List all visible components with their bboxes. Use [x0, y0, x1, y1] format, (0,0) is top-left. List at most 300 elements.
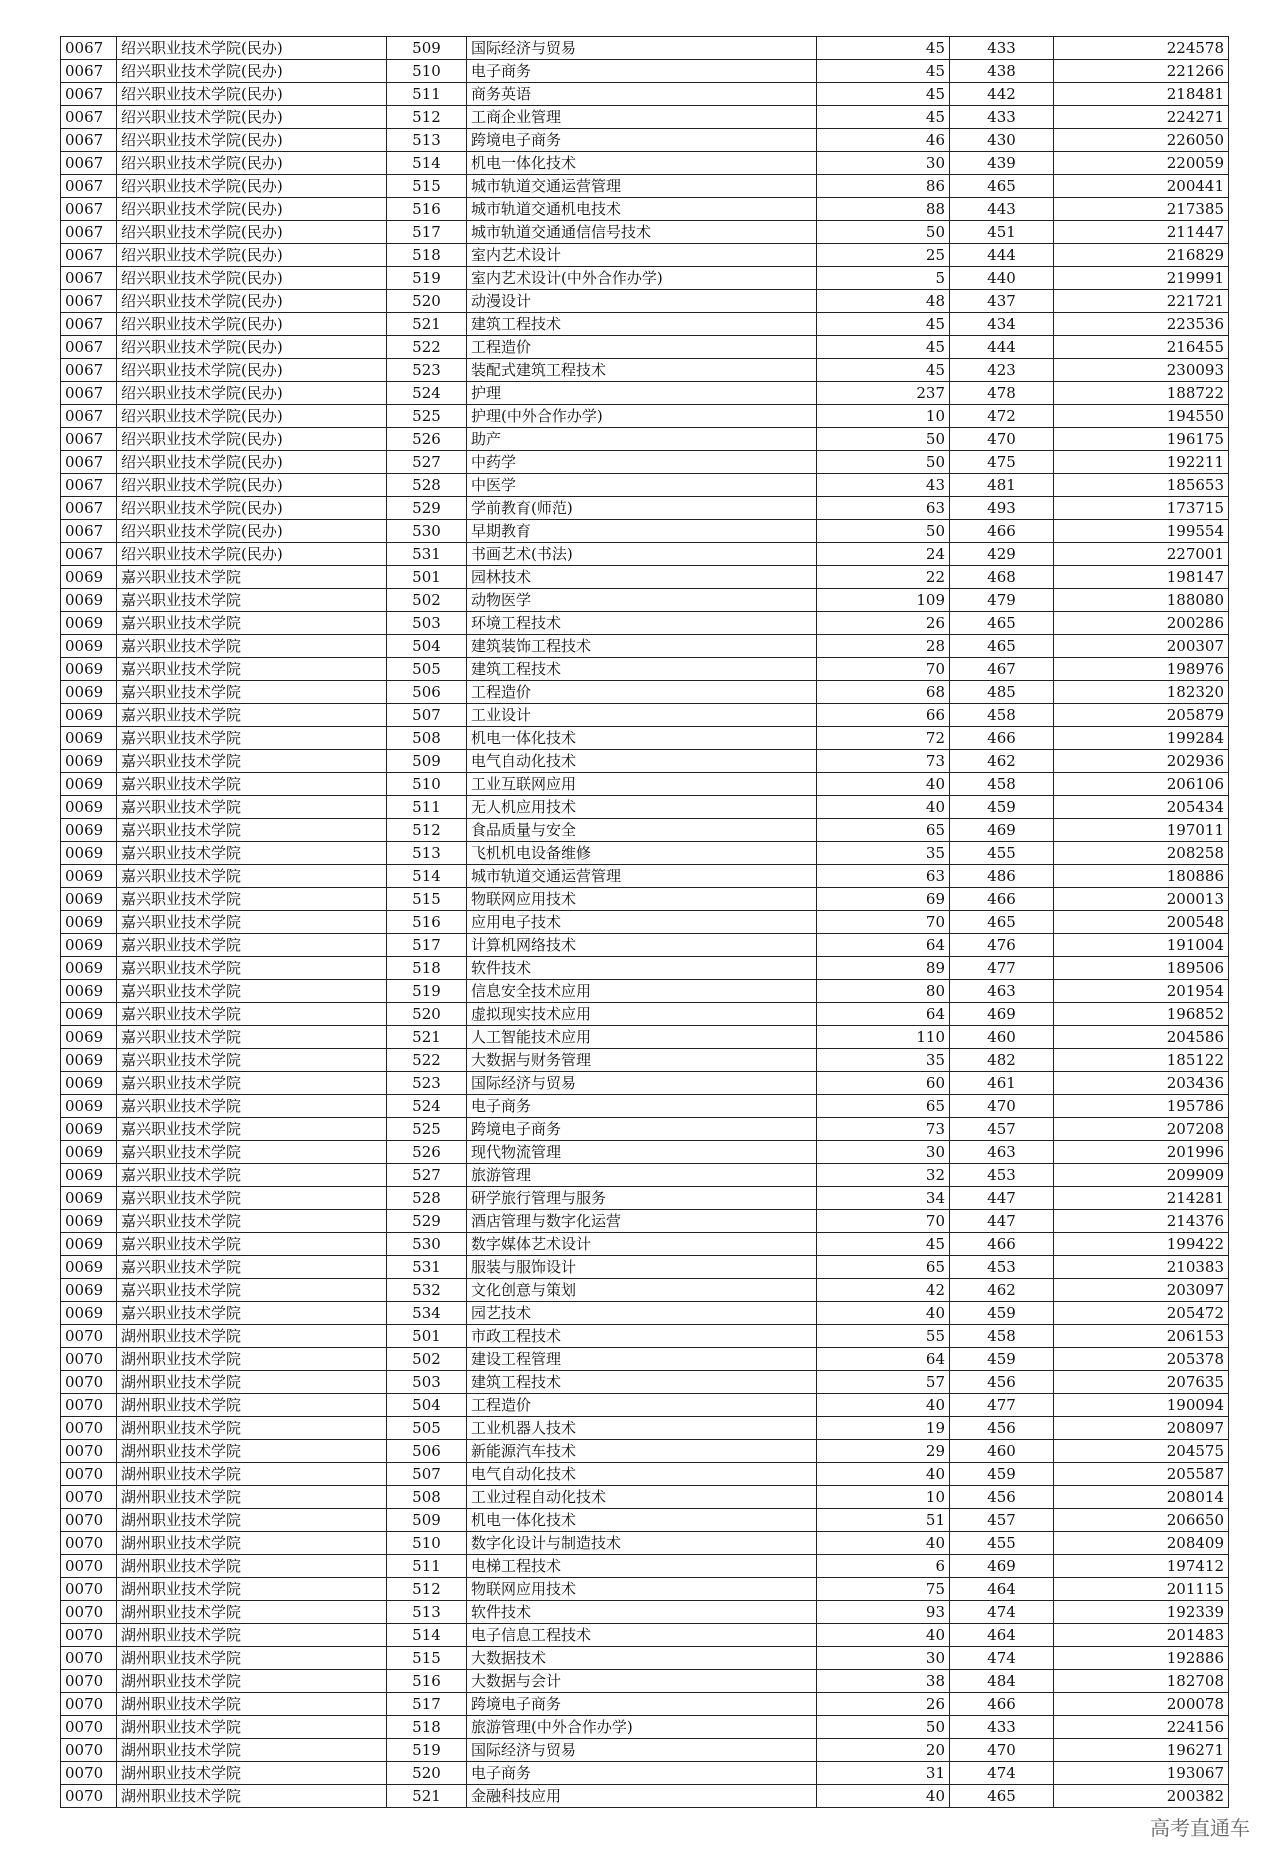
table-row — [61, 60, 1229, 83]
major-code-cell: 520 — [387, 1762, 467, 1785]
major-name-cell: 跨境电子商务 — [467, 1693, 817, 1716]
school-name-cell: 湖州职业技术学院 — [117, 1394, 387, 1417]
min-rank-cell: 221266 — [1054, 60, 1229, 83]
plan-count-cell: 75 — [817, 1578, 950, 1601]
major-name-cell: 大数据与财务管理 — [467, 1049, 817, 1072]
major-name-cell: 大数据技术 — [467, 1647, 817, 1670]
min-rank-cell: 200013 — [1054, 888, 1229, 911]
min-rank-cell: 204586 — [1054, 1026, 1229, 1049]
school-code-cell: 0067 — [61, 474, 117, 497]
major-code-cell: 512 — [387, 819, 467, 842]
min-score-cell: 469 — [950, 819, 1054, 842]
major-name-cell: 工业设计 — [467, 704, 817, 727]
school-name-cell: 绍兴职业技术学院(民办) — [117, 382, 387, 405]
min-rank-cell: 202936 — [1054, 750, 1229, 773]
school-code-cell: 0067 — [61, 60, 117, 83]
school-code-cell: 0067 — [61, 543, 117, 566]
major-code-cell: 506 — [387, 681, 467, 704]
min-score-cell: 447 — [950, 1210, 1054, 1233]
major-name-cell: 城市轨道交通通信信号技术 — [467, 221, 817, 244]
min-score-cell: 467 — [950, 658, 1054, 681]
min-score-cell: 466 — [950, 727, 1054, 750]
plan-count-cell: 30 — [817, 1647, 950, 1670]
school-name-cell: 湖州职业技术学院 — [117, 1647, 387, 1670]
school-name-cell: 湖州职业技术学院 — [117, 1785, 387, 1808]
major-name-cell: 工业互联网应用 — [467, 773, 817, 796]
major-name-cell: 数字媒体艺术设计 — [467, 1233, 817, 1256]
major-name-cell: 城市轨道交通运营管理 — [467, 175, 817, 198]
major-code-cell: 520 — [387, 290, 467, 313]
major-name-cell: 新能源汽车技术 — [467, 1440, 817, 1463]
table-row — [61, 1417, 1229, 1440]
min-rank-cell: 173715 — [1054, 497, 1229, 520]
school-code-cell: 0070 — [61, 1647, 117, 1670]
min-rank-cell: 185122 — [1054, 1049, 1229, 1072]
major-name-cell: 机电一体化技术 — [467, 1509, 817, 1532]
min-rank-cell: 224578 — [1054, 37, 1229, 60]
min-score-cell: 466 — [950, 1693, 1054, 1716]
table-row — [61, 1072, 1229, 1095]
major-code-cell: 522 — [387, 1049, 467, 1072]
school-name-cell: 嘉兴职业技术学院 — [117, 1210, 387, 1233]
major-code-cell: 519 — [387, 1739, 467, 1762]
plan-count-cell: 40 — [817, 1624, 950, 1647]
major-code-cell: 521 — [387, 1026, 467, 1049]
table-row — [61, 1118, 1229, 1141]
min-score-cell: 493 — [950, 497, 1054, 520]
school-name-cell: 湖州职业技术学院 — [117, 1739, 387, 1762]
table-row — [61, 520, 1229, 543]
table-row — [61, 221, 1229, 244]
major-name-cell: 软件技术 — [467, 957, 817, 980]
plan-count-cell: 43 — [817, 474, 950, 497]
min-score-cell: 459 — [950, 796, 1054, 819]
school-code-cell: 0069 — [61, 635, 117, 658]
major-code-cell: 517 — [387, 1693, 467, 1716]
major-code-cell: 501 — [387, 566, 467, 589]
watermark-text: 高考直通车 — [1150, 1816, 1250, 1840]
table-row — [61, 1371, 1229, 1394]
school-name-cell: 绍兴职业技术学院(民办) — [117, 60, 387, 83]
major-code-cell: 508 — [387, 1486, 467, 1509]
major-code-cell: 510 — [387, 60, 467, 83]
major-code-cell: 529 — [387, 1210, 467, 1233]
school-code-cell: 0067 — [61, 175, 117, 198]
major-name-cell: 电子商务 — [467, 1095, 817, 1118]
major-code-cell: 532 — [387, 1279, 467, 1302]
table-row — [61, 1463, 1229, 1486]
major-name-cell: 电子商务 — [467, 60, 817, 83]
major-name-cell: 物联网应用技术 — [467, 888, 817, 911]
school-code-cell: 0070 — [61, 1624, 117, 1647]
plan-count-cell: 50 — [817, 1716, 950, 1739]
major-name-cell: 酒店管理与数字化运营 — [467, 1210, 817, 1233]
table-row — [61, 1302, 1229, 1325]
major-code-cell: 509 — [387, 1509, 467, 1532]
plan-count-cell: 51 — [817, 1509, 950, 1532]
school-name-cell: 湖州职业技术学院 — [117, 1348, 387, 1371]
school-name-cell: 绍兴职业技术学院(民办) — [117, 336, 387, 359]
min-rank-cell: 200548 — [1054, 911, 1229, 934]
major-code-cell: 527 — [387, 451, 467, 474]
min-score-cell: 437 — [950, 290, 1054, 313]
school-name-cell: 绍兴职业技术学院(民办) — [117, 267, 387, 290]
major-name-cell: 虚拟现实技术应用 — [467, 1003, 817, 1026]
table-row — [61, 1693, 1229, 1716]
min-rank-cell: 201954 — [1054, 980, 1229, 1003]
min-score-cell: 486 — [950, 865, 1054, 888]
major-code-cell: 516 — [387, 911, 467, 934]
table-row — [61, 1578, 1229, 1601]
table-row — [61, 1509, 1229, 1532]
school-code-cell: 0069 — [61, 566, 117, 589]
min-score-cell: 479 — [950, 589, 1054, 612]
school-name-cell: 绍兴职业技术学院(民办) — [117, 520, 387, 543]
plan-count-cell: 65 — [817, 1256, 950, 1279]
table-row — [61, 405, 1229, 428]
school-name-cell: 湖州职业技术学院 — [117, 1371, 387, 1394]
min-score-cell: 434 — [950, 313, 1054, 336]
school-code-cell: 0069 — [61, 1095, 117, 1118]
min-score-cell: 482 — [950, 1049, 1054, 1072]
min-score-cell: 423 — [950, 359, 1054, 382]
major-name-cell: 现代物流管理 — [467, 1141, 817, 1164]
plan-count-cell: 64 — [817, 934, 950, 957]
min-score-cell: 458 — [950, 1325, 1054, 1348]
school-name-cell: 嘉兴职业技术学院 — [117, 796, 387, 819]
school-code-cell: 0069 — [61, 888, 117, 911]
min-rank-cell: 206650 — [1054, 1509, 1229, 1532]
min-rank-cell: 198147 — [1054, 566, 1229, 589]
table-row — [61, 1647, 1229, 1670]
plan-count-cell: 63 — [817, 865, 950, 888]
min-rank-cell: 219991 — [1054, 267, 1229, 290]
major-name-cell: 室内艺术设计(中外合作办学) — [467, 267, 817, 290]
min-score-cell: 456 — [950, 1371, 1054, 1394]
min-score-cell: 477 — [950, 1394, 1054, 1417]
plan-count-cell: 40 — [817, 1302, 950, 1325]
table-row — [61, 106, 1229, 129]
table-row — [61, 957, 1229, 980]
min-score-cell: 439 — [950, 152, 1054, 175]
school-code-cell: 0070 — [61, 1371, 117, 1394]
min-score-cell: 461 — [950, 1072, 1054, 1095]
major-name-cell: 无人机应用技术 — [467, 796, 817, 819]
school-name-cell: 嘉兴职业技术学院 — [117, 1003, 387, 1026]
major-code-cell: 518 — [387, 1716, 467, 1739]
school-name-cell: 绍兴职业技术学院(民办) — [117, 221, 387, 244]
school-name-cell: 绍兴职业技术学院(民办) — [117, 405, 387, 428]
min-rank-cell: 205378 — [1054, 1348, 1229, 1371]
school-name-cell: 嘉兴职业技术学院 — [117, 1164, 387, 1187]
min-score-cell: 433 — [950, 106, 1054, 129]
school-code-cell: 0069 — [61, 796, 117, 819]
school-code-cell: 0067 — [61, 451, 117, 474]
school-code-cell: 0069 — [61, 1302, 117, 1325]
major-code-cell: 504 — [387, 1394, 467, 1417]
plan-count-cell: 40 — [817, 1394, 950, 1417]
school-name-cell: 嘉兴职业技术学院 — [117, 566, 387, 589]
plan-count-cell: 20 — [817, 1739, 950, 1762]
table-row — [61, 1601, 1229, 1624]
major-code-cell: 504 — [387, 635, 467, 658]
major-code-cell: 505 — [387, 1417, 467, 1440]
min-score-cell: 443 — [950, 198, 1054, 221]
school-name-cell: 绍兴职业技术学院(民办) — [117, 244, 387, 267]
min-rank-cell: 195786 — [1054, 1095, 1229, 1118]
plan-count-cell: 25 — [817, 244, 950, 267]
major-name-cell: 机电一体化技术 — [467, 727, 817, 750]
min-rank-cell: 216829 — [1054, 244, 1229, 267]
school-name-cell: 嘉兴职业技术学院 — [117, 589, 387, 612]
min-rank-cell: 192339 — [1054, 1601, 1229, 1624]
min-rank-cell: 200286 — [1054, 612, 1229, 635]
table-row — [61, 1026, 1229, 1049]
school-code-cell: 0070 — [61, 1739, 117, 1762]
plan-count-cell: 6 — [817, 1555, 950, 1578]
min-rank-cell: 197412 — [1054, 1555, 1229, 1578]
min-rank-cell: 196271 — [1054, 1739, 1229, 1762]
school-code-cell: 0070 — [61, 1555, 117, 1578]
school-name-cell: 湖州职业技术学院 — [117, 1486, 387, 1509]
school-code-cell: 0070 — [61, 1463, 117, 1486]
major-name-cell: 学前教育(师范) — [467, 497, 817, 520]
major-name-cell: 服装与服饰设计 — [467, 1256, 817, 1279]
major-code-cell: 526 — [387, 1141, 467, 1164]
admission-score-table — [60, 36, 1229, 1808]
min-score-cell: 465 — [950, 635, 1054, 658]
min-rank-cell: 214376 — [1054, 1210, 1229, 1233]
table-row — [61, 635, 1229, 658]
major-code-cell: 517 — [387, 934, 467, 957]
plan-count-cell: 86 — [817, 175, 950, 198]
school-name-cell: 湖州职业技术学院 — [117, 1624, 387, 1647]
min-score-cell: 477 — [950, 957, 1054, 980]
min-score-cell: 466 — [950, 888, 1054, 911]
plan-count-cell: 40 — [817, 1532, 950, 1555]
plan-count-cell: 31 — [817, 1762, 950, 1785]
plan-count-cell: 5 — [817, 267, 950, 290]
plan-count-cell: 50 — [817, 428, 950, 451]
table-row — [61, 1279, 1229, 1302]
school-code-cell: 0069 — [61, 1049, 117, 1072]
table-row — [61, 658, 1229, 681]
plan-count-cell: 70 — [817, 1210, 950, 1233]
table-row — [61, 681, 1229, 704]
min-rank-cell: 192886 — [1054, 1647, 1229, 1670]
school-name-cell: 绍兴职业技术学院(民办) — [117, 37, 387, 60]
min-score-cell: 484 — [950, 1670, 1054, 1693]
major-name-cell: 建筑工程技术 — [467, 1371, 817, 1394]
table-row — [61, 1486, 1229, 1509]
min-score-cell: 470 — [950, 1095, 1054, 1118]
major-name-cell: 助产 — [467, 428, 817, 451]
major-code-cell: 508 — [387, 727, 467, 750]
major-code-cell: 531 — [387, 543, 467, 566]
min-score-cell: 466 — [950, 520, 1054, 543]
table-row — [61, 888, 1229, 911]
major-name-cell: 跨境电子商务 — [467, 129, 817, 152]
school-code-cell: 0069 — [61, 980, 117, 1003]
major-code-cell: 510 — [387, 773, 467, 796]
plan-count-cell: 50 — [817, 221, 950, 244]
school-name-cell: 湖州职业技术学院 — [117, 1509, 387, 1532]
school-name-cell: 嘉兴职业技术学院 — [117, 704, 387, 727]
school-name-cell: 嘉兴职业技术学院 — [117, 750, 387, 773]
min-score-cell: 451 — [950, 221, 1054, 244]
major-name-cell: 旅游管理 — [467, 1164, 817, 1187]
major-name-cell: 动物医学 — [467, 589, 817, 612]
min-rank-cell: 224271 — [1054, 106, 1229, 129]
school-name-cell: 绍兴职业技术学院(民办) — [117, 175, 387, 198]
major-code-cell: 521 — [387, 313, 467, 336]
major-code-cell: 514 — [387, 152, 467, 175]
min-rank-cell: 201483 — [1054, 1624, 1229, 1647]
plan-count-cell: 48 — [817, 290, 950, 313]
major-code-cell: 514 — [387, 1624, 467, 1647]
school-name-cell: 嘉兴职业技术学院 — [117, 773, 387, 796]
plan-count-cell: 45 — [817, 359, 950, 382]
major-name-cell: 大数据与会计 — [467, 1670, 817, 1693]
min-rank-cell: 203436 — [1054, 1072, 1229, 1095]
school-code-cell: 0070 — [61, 1532, 117, 1555]
major-code-cell: 513 — [387, 1601, 467, 1624]
major-name-cell: 国际经济与贸易 — [467, 37, 817, 60]
min-rank-cell: 224156 — [1054, 1716, 1229, 1739]
school-name-cell: 绍兴职业技术学院(民办) — [117, 198, 387, 221]
school-name-cell: 绍兴职业技术学院(民办) — [117, 290, 387, 313]
table-row — [61, 451, 1229, 474]
major-code-cell: 512 — [387, 1578, 467, 1601]
school-code-cell: 0069 — [61, 865, 117, 888]
major-name-cell: 工商企业管理 — [467, 106, 817, 129]
school-code-cell: 0069 — [61, 911, 117, 934]
school-code-cell: 0067 — [61, 267, 117, 290]
major-name-cell: 商务英语 — [467, 83, 817, 106]
table-row — [61, 497, 1229, 520]
plan-count-cell: 63 — [817, 497, 950, 520]
min-rank-cell: 217385 — [1054, 198, 1229, 221]
plan-count-cell: 50 — [817, 520, 950, 543]
school-name-cell: 嘉兴职业技术学院 — [117, 1118, 387, 1141]
school-code-cell: 0069 — [61, 1210, 117, 1233]
major-code-cell: 502 — [387, 1348, 467, 1371]
major-name-cell: 书画艺术(书法) — [467, 543, 817, 566]
major-name-cell: 跨境电子商务 — [467, 1118, 817, 1141]
major-code-cell: 524 — [387, 1095, 467, 1118]
major-code-cell: 509 — [387, 37, 467, 60]
major-name-cell: 中医学 — [467, 474, 817, 497]
plan-count-cell: 55 — [817, 1325, 950, 1348]
major-name-cell: 文化创意与策划 — [467, 1279, 817, 1302]
major-code-cell: 511 — [387, 796, 467, 819]
school-code-cell: 0067 — [61, 428, 117, 451]
school-name-cell: 绍兴职业技术学院(民办) — [117, 451, 387, 474]
major-code-cell: 531 — [387, 1256, 467, 1279]
plan-count-cell: 45 — [817, 83, 950, 106]
major-name-cell: 计算机网络技术 — [467, 934, 817, 957]
plan-count-cell: 80 — [817, 980, 950, 1003]
major-name-cell: 建设工程管理 — [467, 1348, 817, 1371]
min-rank-cell: 216455 — [1054, 336, 1229, 359]
plan-count-cell: 24 — [817, 543, 950, 566]
min-rank-cell: 192211 — [1054, 451, 1229, 474]
school-code-cell: 0069 — [61, 934, 117, 957]
min-score-cell: 459 — [950, 1463, 1054, 1486]
table-row — [61, 796, 1229, 819]
plan-count-cell: 110 — [817, 1026, 950, 1049]
school-name-cell: 湖州职业技术学院 — [117, 1325, 387, 1348]
min-rank-cell: 198976 — [1054, 658, 1229, 681]
table-row — [61, 152, 1229, 175]
min-score-cell: 470 — [950, 1739, 1054, 1762]
plan-count-cell: 65 — [817, 819, 950, 842]
major-name-cell: 建筑工程技术 — [467, 658, 817, 681]
min-rank-cell: 185653 — [1054, 474, 1229, 497]
major-name-cell: 工程造价 — [467, 336, 817, 359]
school-code-cell: 0069 — [61, 1141, 117, 1164]
plan-count-cell: 26 — [817, 612, 950, 635]
plan-count-cell: 19 — [817, 1417, 950, 1440]
major-code-cell: 511 — [387, 1555, 467, 1578]
min-rank-cell: 200441 — [1054, 175, 1229, 198]
table-row — [61, 359, 1229, 382]
major-code-cell: 516 — [387, 198, 467, 221]
major-name-cell: 城市轨道交通运营管理 — [467, 865, 817, 888]
school-code-cell: 0067 — [61, 37, 117, 60]
min-score-cell: 462 — [950, 1279, 1054, 1302]
min-score-cell: 476 — [950, 934, 1054, 957]
min-score-cell: 458 — [950, 704, 1054, 727]
table-row — [61, 612, 1229, 635]
major-name-cell: 工业机器人技术 — [467, 1417, 817, 1440]
min-score-cell: 462 — [950, 750, 1054, 773]
plan-count-cell: 109 — [817, 589, 950, 612]
school-name-cell: 嘉兴职业技术学院 — [117, 612, 387, 635]
min-score-cell: 472 — [950, 405, 1054, 428]
school-name-cell: 嘉兴职业技术学院 — [117, 911, 387, 934]
min-score-cell: 457 — [950, 1509, 1054, 1532]
min-score-cell: 453 — [950, 1164, 1054, 1187]
table-row — [61, 911, 1229, 934]
plan-count-cell: 64 — [817, 1348, 950, 1371]
table-row — [61, 1325, 1229, 1348]
major-name-cell: 电子信息工程技术 — [467, 1624, 817, 1647]
plan-count-cell: 38 — [817, 1670, 950, 1693]
major-name-cell: 园林技术 — [467, 566, 817, 589]
school-code-cell: 0069 — [61, 612, 117, 635]
school-name-cell: 嘉兴职业技术学院 — [117, 1256, 387, 1279]
table-row — [61, 1670, 1229, 1693]
min-score-cell: 442 — [950, 83, 1054, 106]
school-name-cell: 嘉兴职业技术学院 — [117, 980, 387, 1003]
min-rank-cell: 199422 — [1054, 1233, 1229, 1256]
min-rank-cell: 205587 — [1054, 1463, 1229, 1486]
major-code-cell: 523 — [387, 1072, 467, 1095]
table-row — [61, 1164, 1229, 1187]
school-name-cell: 湖州职业技术学院 — [117, 1555, 387, 1578]
major-code-cell: 513 — [387, 129, 467, 152]
plan-count-cell: 73 — [817, 750, 950, 773]
plan-count-cell: 70 — [817, 911, 950, 934]
school-code-cell: 0069 — [61, 1164, 117, 1187]
school-code-cell: 0069 — [61, 819, 117, 842]
plan-count-cell: 35 — [817, 842, 950, 865]
plan-count-cell: 10 — [817, 1486, 950, 1509]
school-name-cell: 嘉兴职业技术学院 — [117, 1302, 387, 1325]
major-name-cell: 护理(中外合作办学) — [467, 405, 817, 428]
table-row — [61, 1210, 1229, 1233]
